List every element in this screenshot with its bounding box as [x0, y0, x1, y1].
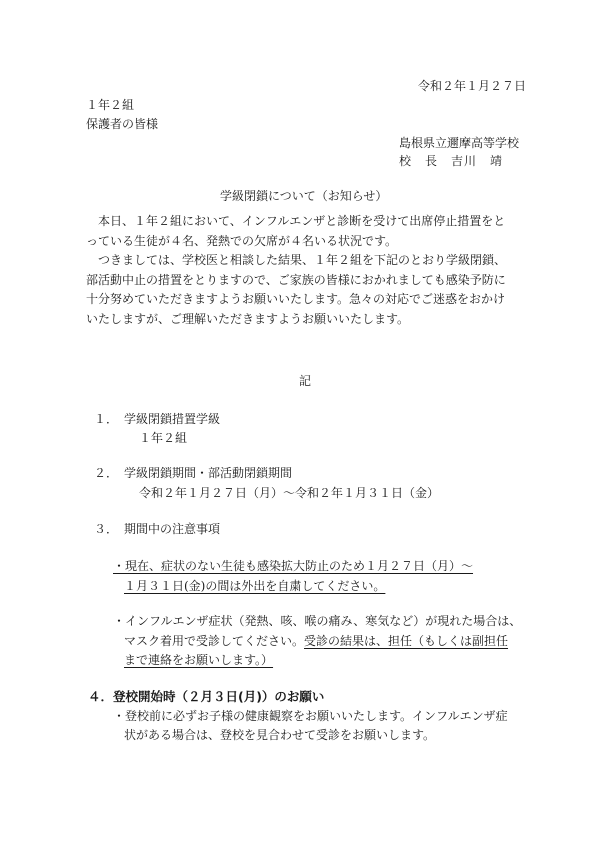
- item1-heading: 学級閉鎖措置学級: [124, 412, 221, 426]
- para2-line3: 十分努めていただきますようお願いいたします。急々の対応でご迷惑をおかけ: [86, 292, 506, 306]
- document-title: 学級閉鎖について（お知らせ）: [220, 189, 388, 203]
- note2-line2-underlined: 受診の結果は、担任（もしくは副担任: [304, 634, 509, 648]
- ki-marker: 記: [299, 374, 312, 388]
- note1-line2: １月３１日(金)の間は外出を自粛してください。: [124, 579, 386, 593]
- sender-principal: 校 長 吉川 靖: [399, 154, 504, 168]
- item1-detail: １年２組: [139, 431, 188, 445]
- item1-number: １．: [94, 412, 119, 426]
- sender-school: 島根県立邇摩高等学校: [399, 136, 520, 150]
- recipient-guardians: 保護者の皆様: [86, 117, 159, 131]
- para2-line1: つきましては、学校医と相談した結果、１年２組を下記のとおり学級閉鎖、: [98, 253, 507, 267]
- para2-line4: いたしますが、ご理解いただきますようお願いいたします。: [86, 311, 410, 326]
- item2-heading: 学級閉鎖期間・部活動閉鎖期間: [124, 466, 293, 480]
- item4-heading: ４．登校開始時（２月３日(月)）のお願い: [88, 689, 325, 704]
- body-paragraphs: [86, 212, 526, 329]
- note2-line1: ・インフルエンザ症状（発熱、咳、喉の痛み、寒気など）が現れた場合は、: [113, 614, 522, 628]
- note2-line3: まで連絡をお願いします。）: [124, 653, 274, 667]
- recipient-class: １年２組: [86, 98, 135, 112]
- note2-line2-plain: マスク着用で受診してください。: [124, 634, 305, 648]
- item2-detail: 令和２年１月２７日（月）～令和２年１月３１日（金）: [139, 486, 440, 500]
- note2-line2: [124, 632, 508, 649]
- item4-line2: 状がある場合は、登校を見合わせて受診をお願いします。: [124, 728, 436, 742]
- item4-line1: ・登校前に必ずお子様の健康観察をお願いいたします。インフルエンザ症: [113, 709, 508, 723]
- para1-line1: 本日、１年２組において、インフルエンザと診断を受けて出席停止措置をと: [98, 214, 506, 228]
- document-date: 令和２年１月２７日: [418, 79, 527, 93]
- item3-number: ３．: [94, 522, 119, 536]
- item3-heading: 期間中の注意事項: [124, 522, 221, 536]
- item2-number: ２．: [94, 466, 119, 480]
- para2-line2: 部活動中止の措置をとりますので、ご家族の皆様におかれましても感染予防に: [86, 272, 506, 287]
- note1-line1: ・現在、症状のない生徒も感染拡大防止のため１月２７日（月）～: [113, 559, 474, 573]
- para1-line2: っている生徒が４名、発熱での欠席が４名いる状況です。: [86, 233, 398, 248]
